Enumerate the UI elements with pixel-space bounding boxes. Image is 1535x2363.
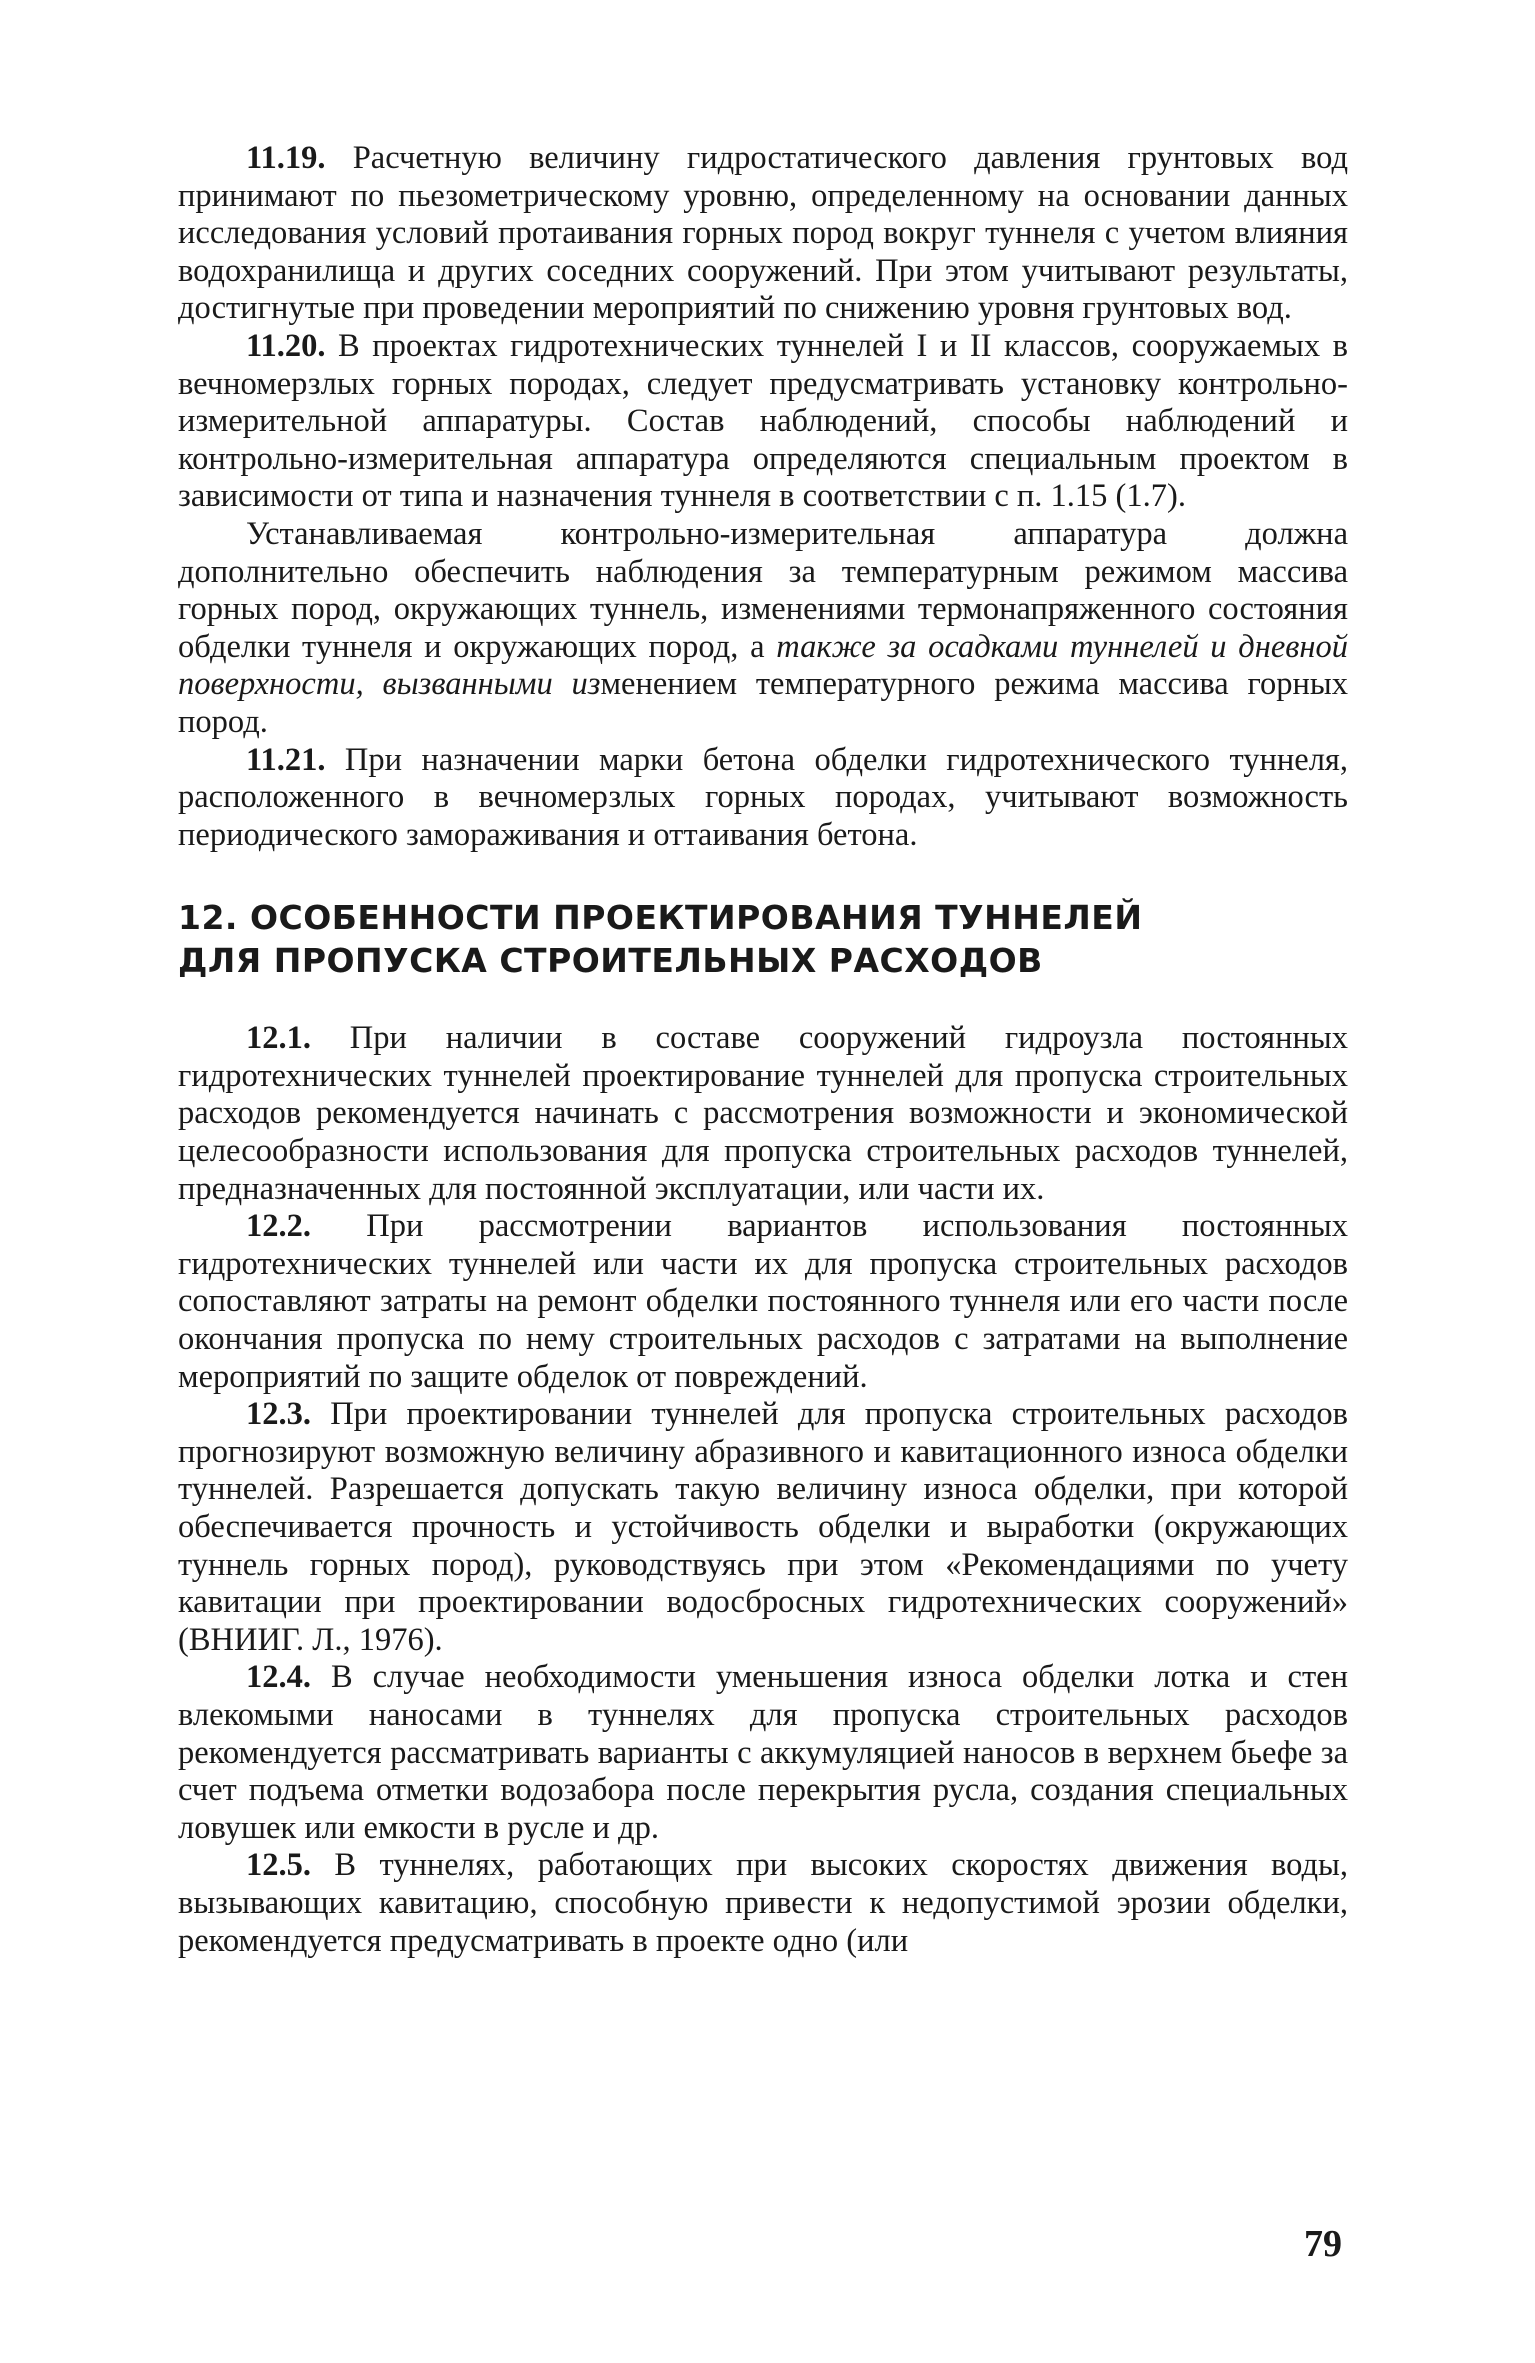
paragraph-text: менением температурного режима массива горных пород. [178,666,1348,740]
clause-number: 12.4. [246,1659,311,1696]
paragraph-text: В туннелях, работающих при высоких скоростях движения воды, вызывающих кавитацию, способную привести к недопустимой эрозии обделки, рекомендуется предусматривать в проекте одно (или [178,1847,1348,1959]
paragraph-text: Устанавливаемая контрольно-измерительная аппаратура должна дополнительно обеспечить наблюдения за температурным режимом массива горных пород, окружающих туннель, изменениями термонапряженного состояния обделки туннеля и окружающих пород, а [178,515,1348,665]
paragraph-12-5 [178,1847,1348,1960]
clause-number: 12.3. [246,1396,311,1433]
paragraph-text: В проектах гидротехнических туннелей I и II классов, сооружаемых в вечномерзлых горных породах, следует предусматривать установку контрольно-измерительной аппаратуры. Состав наблюдений, способы наблюдений и контрольно-измерительная аппаратура определяются специальным проектом в зависимости от типа и назначения туннеля в соответствии с п. 1.15 (1.7). [178,327,1348,515]
clause-number: 12.2. [246,1208,311,1245]
clause-number: 12.5. [246,1847,311,1884]
page-number: 79 [1304,2223,1342,2265]
clause-number: 11.21. [246,741,326,778]
paragraph-text: При назначении марки бетона обделки гидротехнического туннеля, расположенного в вечномерзлых горных породах, учитывают возможность периодического замораживания и оттаивания бетона. [178,741,1348,853]
section-title [178,896,1348,982]
paragraph-12-1 [178,1020,1348,1208]
paragraph-11-19 [178,140,1348,328]
paragraph-text: Расчетную величину гидростатического давления грунтовых вод принимают по пьезометрическому уровню, определенному на основании данных исследования условий протаивания горных пород вокруг туннеля с учетом влияния водохранилища и других соседних сооружений. При этом учитывают результаты, достигнутые при проведении мероприятий по снижению уровня грунтовых вод. [178,140,1348,327]
paragraph-text: При наличии в составе сооружений гидроузла постоянных гидротехнических туннелей проектирование туннелей для пропуска строительных расходов рекомендуется начинать с рассмотрения возможности и экономической целесообразности использования для пропуска строительных расходов туннелей, предназначенных для постоянной эксплуатации, или части их. [178,1020,1348,1207]
clause-number: 12.1. [246,1020,311,1057]
page-body [178,140,1348,1960]
paragraph-11-21 [178,742,1348,855]
paragraph-text-italic: также за осадками туннелей и дневной поверхности, вызванными из [178,628,1348,703]
section-title-line: ДЛЯ ПРОПУСКА СТРОИТЕЛЬНЫХ РАСХОДОВ [178,941,1043,981]
paragraph-text: В случае необходимости уменьшения износа обделки лотка и стен влекомыми наносами в туннелях для пропуска строительных расходов рекомендуется рассматривать варианты с аккумуляцией наносов в верхнем бьефе за счет подъема отметки водозабора после перекрытия русла, создания специальных ловушек или емкости в русле и др. [178,1659,1348,1846]
paragraph-12-4 [178,1659,1348,1847]
clause-number: 11.20. [246,327,326,364]
paragraph-12-2 [178,1208,1348,1396]
section-title-line: 12. ОСОБЕННОСТИ ПРОЕКТИРОВАНИЯ ТУННЕЛЕЙ [178,898,1143,938]
paragraph-text: При рассмотрении вариантов использования постоянных гидротехнических туннелей или части их для пропуска строительных расходов сопоставляют затраты на ремонт обделки постоянного туннеля или его части после окончания пропуска по нему строительных расходов с затратами на выполнение мероприятий по защите обделок от повреждений. [178,1208,1348,1395]
paragraph-12-3 [178,1396,1348,1659]
paragraph-equipment [178,516,1348,742]
paragraph-11-20 [178,328,1348,516]
paragraph-text: При проектировании туннелей для пропуска строительных расходов прогнозируют возможную величину абразивного и кавитационного износа обделки туннелей. Разрешается допускать такую величину износа обделки, при которой обеспечивается прочность и устойчивость обделки и выработки (окружающих туннель горных пород), руководствуясь при этом «Рекомендациями по учету кавитации при проектировании водосбросных гидротехнических сооружений» (ВНИИГ. Л., 1976). [178,1396,1348,1658]
clause-number: 11.19. [246,140,326,176]
